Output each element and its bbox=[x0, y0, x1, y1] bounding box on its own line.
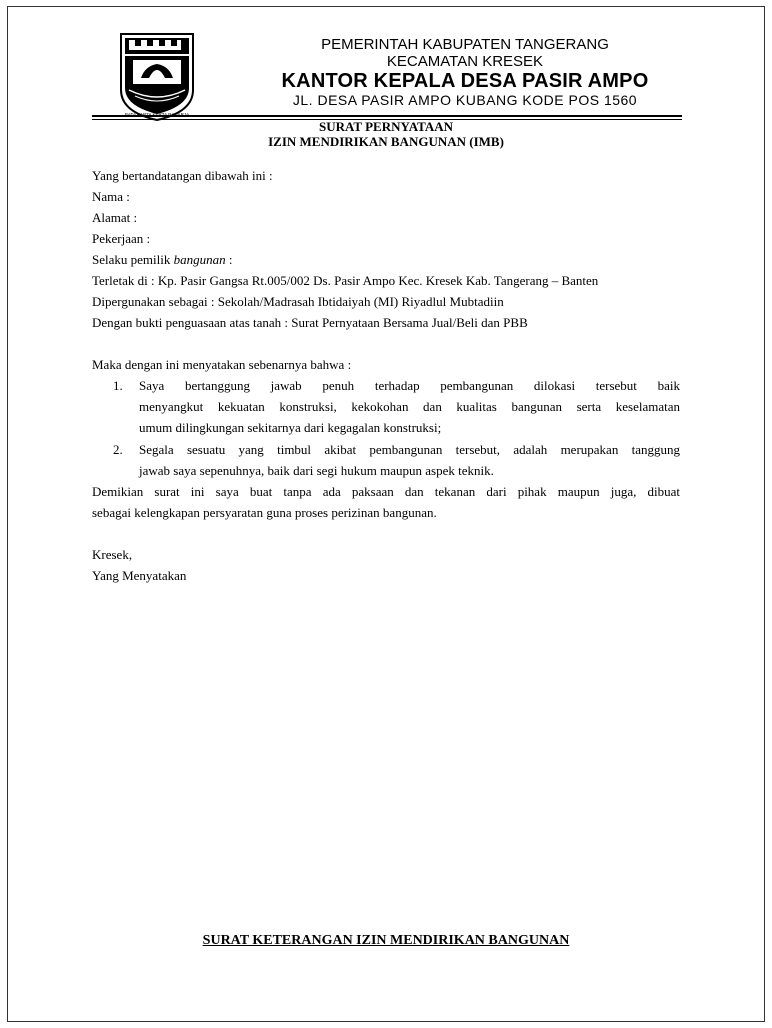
list-number-2: 2. bbox=[113, 442, 123, 457]
item2-line1: Segala sesuatu yang timbul akibat pembangunan tersebut, adalah merupakan tanggung bbox=[139, 442, 680, 457]
header-address: JL. DESA PASIR AMPO KUBANG KODE POS 1560 bbox=[292, 92, 638, 108]
field-alamat: Alamat : bbox=[92, 210, 138, 225]
item2-line2: jawab saya sepenuhnya, baik dari segi hukum maupun aspek teknik. bbox=[139, 463, 494, 478]
header-rule-thick bbox=[92, 115, 682, 117]
signature-label: Yang Menyatakan bbox=[92, 568, 187, 583]
field-terletak: Terletak di : Kp. Pasir Gangsa Rt.005/002 Ds. Pasir Ampo Kec. Kresek Kab. Tangerang – Banten bbox=[92, 273, 599, 288]
header-district-line: KECAMATAN KRESEK bbox=[386, 53, 544, 70]
signature-place: Kresek, bbox=[92, 547, 133, 562]
item1-line3: umum dilingkungan sekitarnya dari kegagalan konstruksi; bbox=[139, 420, 442, 435]
footer-title: SURAT KETERANGAN IZIN MENDIRIKAN BANGUNAN bbox=[202, 933, 570, 948]
header-government-line: PEMERINTAH KABUPATEN TANGERANG bbox=[321, 36, 609, 53]
regency-emblem-logo bbox=[115, 30, 199, 122]
closing-line2: sebagai kelengkapan persyaratan guna proses perizinan bangunan. bbox=[92, 505, 437, 520]
field-dipergunakan: Dipergunakan sebagai : Sekolah/Madrasah Ibtidaiyah (MI) Riyadlul Mubtadiin bbox=[92, 294, 504, 309]
document-title: SURAT PERNYATAAN bbox=[319, 119, 453, 134]
field-pekerjaan: Pekerjaan : bbox=[92, 231, 151, 246]
field-nama: Nama : bbox=[92, 189, 130, 204]
intro-line: Yang bertandatangan dibawah ini : bbox=[92, 168, 273, 183]
list-number-1: 1. bbox=[113, 378, 123, 393]
closing-line1: Demikian surat ini saya buat tanpa ada paksaan dan tekanan dari pihak maupun juga, dibuat bbox=[92, 484, 680, 499]
field-bukti: Dengan bukti penguasaan atas tanah : Surat Pernyataan Bersama Jual/Beli dan PBB bbox=[92, 315, 528, 330]
header-office-name: KANTOR KEPALA DESA PASIR AMPO bbox=[281, 70, 649, 92]
statement-intro: Maka dengan ini menyatakan sebenarnya bahwa : bbox=[92, 357, 352, 372]
item1-line1: Saya bertanggung jawab penuh terhadap pembangunan dilokasi tersebut baik bbox=[139, 378, 680, 393]
document-subtitle: IZIN MENDIRIKAN BANGUNAN (IMB) bbox=[268, 134, 504, 149]
field-selaku: Selaku pemilik bangunan : bbox=[92, 252, 233, 267]
item1-line2: menyangkut kekuatan konstruksi, kekokohan dan kualitas bangunan serta keselamatan bbox=[139, 399, 680, 414]
